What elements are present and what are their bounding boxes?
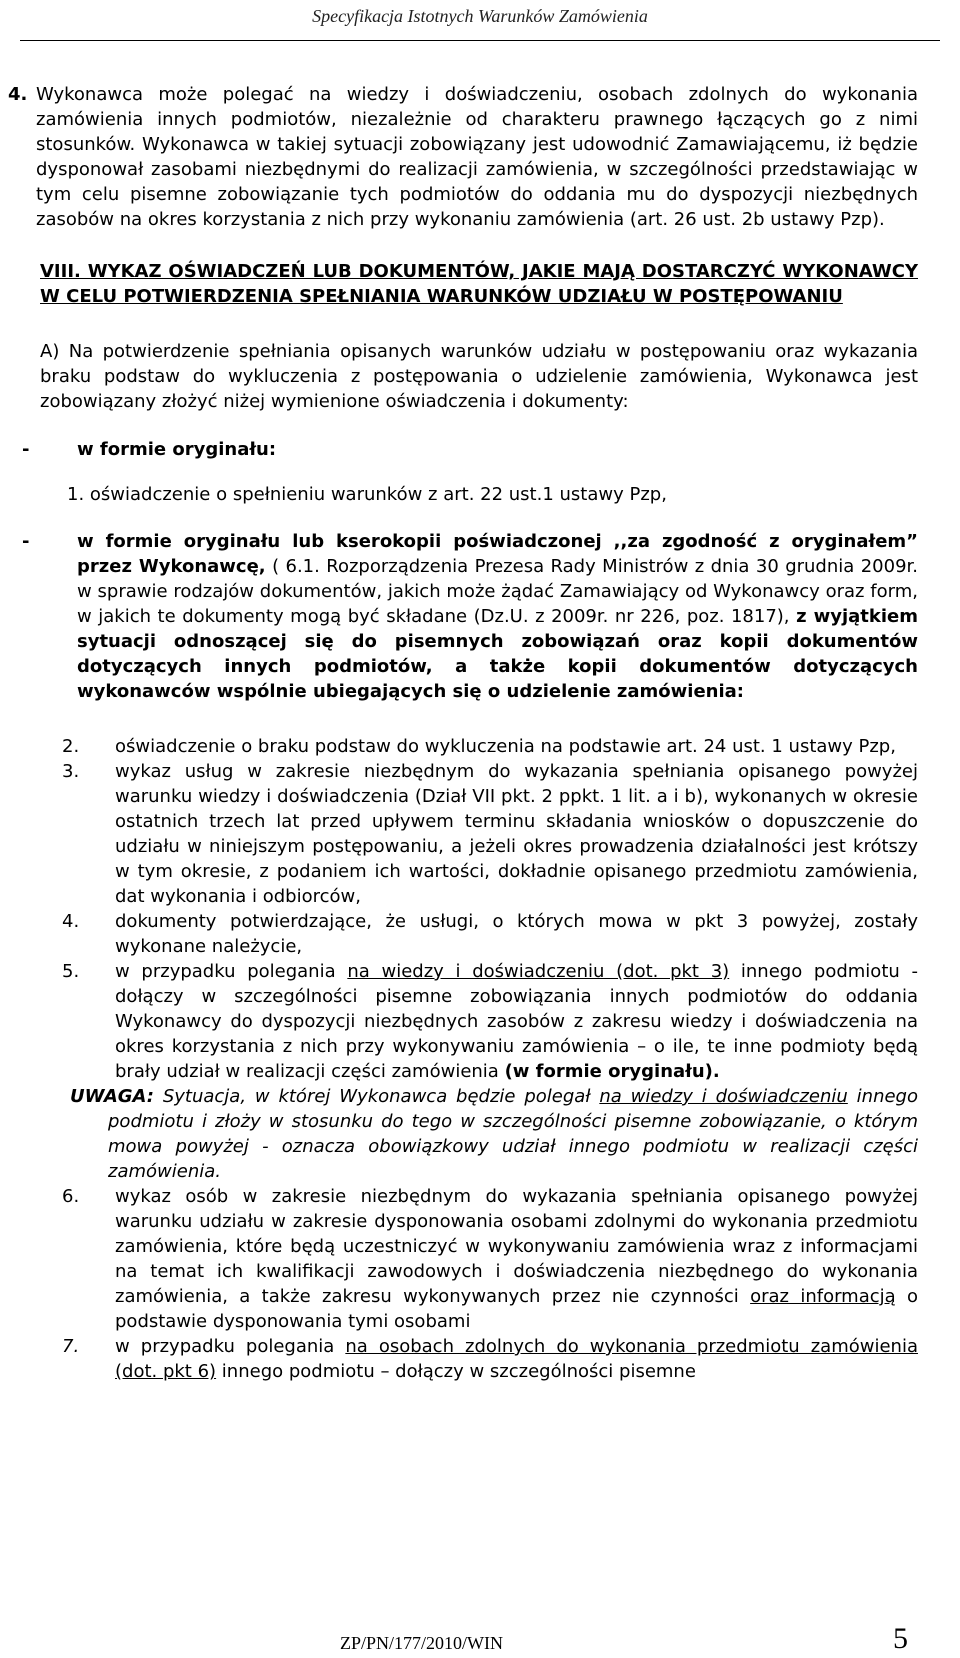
item-text-underlined: oraz informacją (750, 1286, 896, 1307)
list-item-5 (40, 959, 918, 1084)
form-copy-normal: ( 6.1. Rozporządzenia Prezesa Rady Ministrów z dnia 30 grudnia 2009r. w sprawie rodzajów dokumentów, jakich może żądać Zamawiający od Wykonawcy oraz form, w jakich te dokumenty mogą być składane (Dz.U. z 2009r. nr 226, poz. 1817), (77, 556, 918, 627)
warning-label: UWAGA: (70, 1086, 154, 1107)
warning-text-underlined: na wiedzy i doświadczeniu (599, 1086, 848, 1107)
list-item-7 (40, 1334, 918, 1384)
form-copy-block (22, 529, 918, 704)
list-item-1: 1. oświadczenie o spełnieniu warunków z art. 22 ust.1 ustawy Pzp, (67, 484, 667, 505)
item-number: 4. (62, 911, 80, 932)
item-number: 2. (62, 736, 80, 757)
item-text-part: innego podmiotu - dołączy w szczególności pisemne zobowiązania innych podmiotów do oddania Wykonawcy do dyspozycji niezbędnych zasobów z zakresu wiedzy i doświadczenia na okres korzystania z nich przy wykonywaniu zamówienia – o ile, te inne podmioty będą brały udział w realizacji części zamówienia (115, 961, 918, 1082)
item-text-part: wykaz osób w zakresie niezbędnym do wykazania spełniania opisanego powyżej warunku udziału w zakresie dysponowania osobami zdolnymi do wykonania przedmiotu zamówienia, które będą uczestniczyć w wykonywaniu zamówienia wraz z informacjami na temat ich kwalifikacji zawodowych i doświadczenia niezbędnego do wykonania zamówienia, a także zakresu wykonywanych przez nie czynności (115, 1186, 918, 1307)
form-copy-bold-start: w formie oryginału lub kserokopii poświadczonej ,,za zgodność z oryginałem” przez Wykonawcę, (77, 531, 918, 577)
warning-text-part: Sytuacja, w której Wykonawca będzie polegał (154, 1086, 600, 1107)
dash-marker: - (22, 439, 30, 460)
dash-marker: - (22, 531, 30, 552)
document-content (8, 82, 919, 1384)
item-number: 6. (62, 1186, 80, 1207)
paragraph-text: Wykonawca może polegać na wiedzy i doświadczeniu, osobach zdolnych do wykonania zamówienia innych podmiotów, niezależnie od charakteru prawnego łączących go z nimi stosunków. Wykonawca w takiej sytuacji zobowiązany jest udowodnić Zamawiającemu, iż będzie dysponował zasobami niezbędnymi do realizacji zamówienia, w szczególności przedstawiając w tym celu pisemne zobowiązanie tych podmiotów do oddania mu do dyspozycji niezbędnych zasobów na okres korzystania z nich przy wykonaniu zamówienia (art. 26 ust. 2b ustawy Pzp). (36, 84, 918, 230)
section-heading: VIII. WYKAZ OŚWIADCZEŃ LUB DOKUMENTÓW, JAKIE MAJĄ DOSTARCZYĆ WYKONAWCY W CELU POTWIERDZENIA SPEŁNIANIA WARUNKÓW UDZIAŁU W POSTĘPOWANIU (40, 261, 918, 307)
document-header: Specyfikacja Istotnych Warunków Zamówienia (312, 6, 648, 26)
item-text: dokumenty potwierdzające, że usługi, o których mowa w pkt 3 powyżej, zostały wykonane należycie, (115, 911, 918, 957)
form-copy-text (77, 529, 918, 704)
item-text-underlined: na wiedzy i doświadczeniu (dot. pkt 3) (347, 961, 730, 982)
item-text: wykaz usług w zakresie niezbędnym do wykazania spełniania opisanego powyżej warunku wiedzy i doświadczenia (Dział VII pkt. 2 ppkt. 1 lit. a i b), wykonanych w okresie ostatnich trzech lat przed upływem terminu składania wniosków o dopuszczenie do udziału w niniejszym postępowaniu, a jeżeli okres prowadzenia działalności jest krótszy w tym okresie, z podaniem ich wartości, dokładnie opisanego przedmiotu zamówienia, dat wykonania i odbiorców, (115, 761, 918, 907)
list-item-6 (40, 1184, 918, 1334)
item-text (115, 1334, 918, 1384)
form-copy-bold-end: z wyjątkiem sytuacji odnoszącej się do pisemnych zobowiązań oraz kopii dokumentów dotyczących innych podmiotów, a także kopii dokumentów dotyczących wykonawców wspólnie ubiegających się o udzielenie zamówienia: (77, 606, 919, 702)
item-number: 7. (62, 1336, 80, 1357)
item-text-part: w przypadku polegania (115, 1336, 346, 1357)
item-text (115, 959, 918, 1084)
document-list (40, 734, 918, 1384)
item-number: 3. (62, 761, 80, 782)
part-a-text: A) Na potwierdzenie spełniania opisanych warunków udziału w postępowaniu oraz wykazania braku podstaw do wykluczenia z postępowania o udzielenie zamówienia, Wykonawca jest zobowiązany złożyć niżej wymienione oświadczenia i dokumenty: (40, 341, 918, 412)
dash-label: w formie oryginału: (77, 439, 277, 460)
item-text-part: innego podmiotu – dołączy w szczególności pisemne (216, 1361, 696, 1382)
form-original-label (22, 437, 918, 462)
item-text (115, 1184, 918, 1334)
page-number: 5 (893, 1622, 908, 1655)
item-text-part: w przypadku polegania (115, 961, 348, 982)
paragraph-number: 4. (8, 84, 28, 105)
list-item-2 (40, 734, 918, 759)
list-item-3 (40, 759, 918, 909)
warning-text-part: innego podmiotu i złoży w stosunku do tego w szczególności pisemne zobowiązanie, o którym mowa powyżej - oznacza obowiązkowy udział innego podmiotu w realizacji części zamówienia. (108, 1086, 918, 1182)
footer-code: ZP/PN/177/2010/WIN (340, 1633, 504, 1653)
item-number: 5. (62, 961, 80, 982)
list-item-4 (40, 909, 918, 959)
paragraph-4 (8, 82, 918, 232)
item-text-bold: (w formie oryginału). (504, 1061, 720, 1082)
warning-note (55, 1084, 918, 1184)
item-text-underlined: na osobach zdolnych do wykonania przedmiotu zamówienia (dot. pkt 6) (115, 1336, 918, 1382)
item-text-part: o podstawie dysponowania tymi osobami (115, 1286, 918, 1332)
item-text: oświadczenie o braku podstaw do wykluczenia na podstawie art. 24 ust. 1 ustawy Pzp, (115, 736, 896, 757)
header-rule (20, 40, 940, 41)
